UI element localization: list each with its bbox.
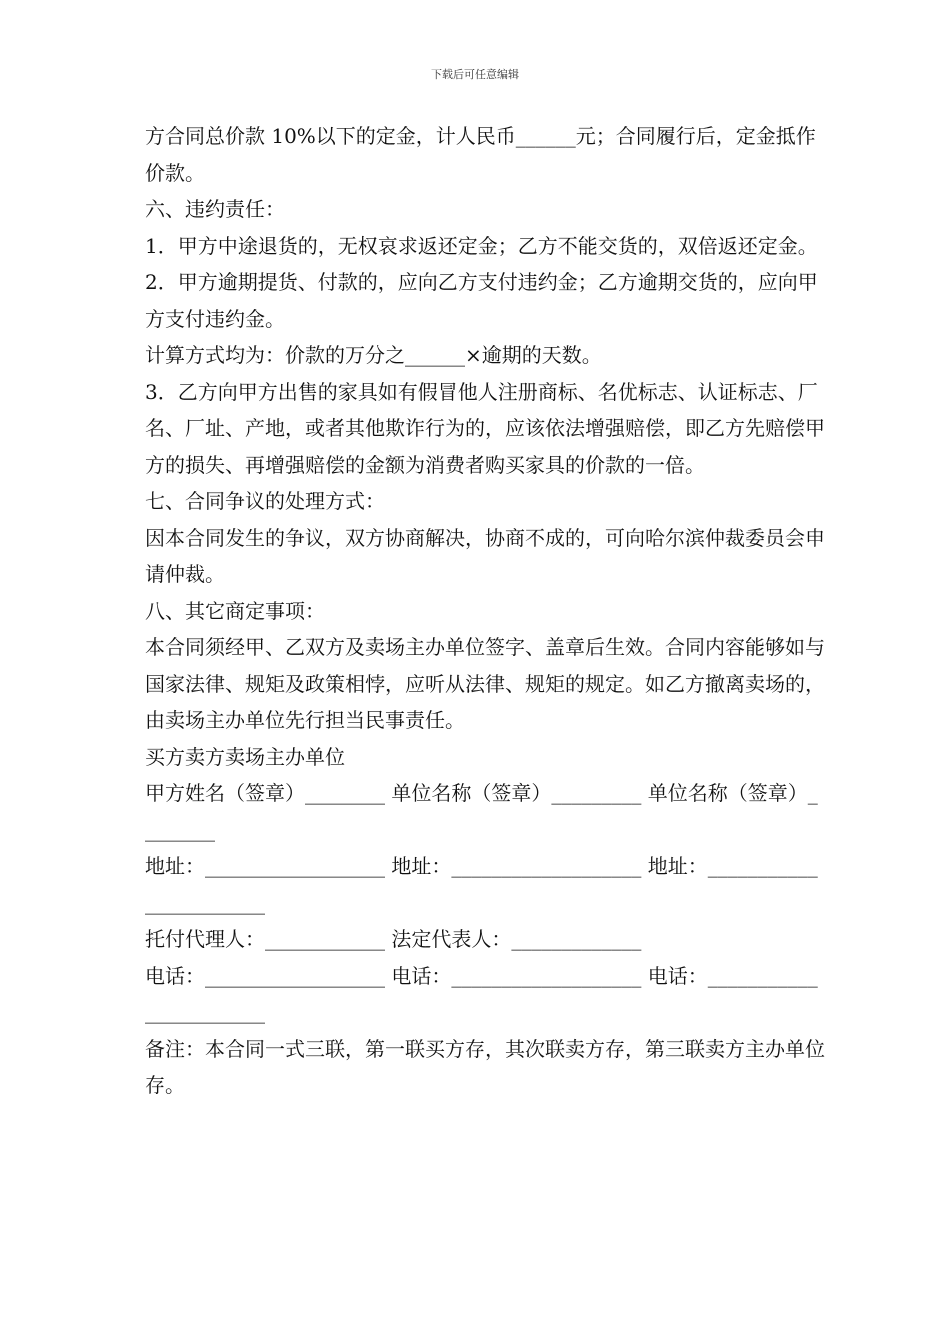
clause-7-text: 因本合同发生的争议，双方协商解决，协商不成的，可向哈尔滨仲裁委员会申请仲裁。 <box>145 525 825 586</box>
section-heading-7: 七、合同争议的处理方式： <box>145 489 385 513</box>
signature-address-line: 地址：__________________ 地址：___________________ 地址：_______________________ <box>145 854 818 915</box>
clause-6-3: 3．乙方向甲方出售的家具如有假冒他人注册商标、名优标志、认证标志、厂名、厂址、产地，或者其他欺诈行为的，应该依法增强赔偿，即乙方先赔偿甲方的损失、再增强赔偿的金额为消费者购买家具的价款的一倍。 <box>145 379 825 477</box>
page-header: 下载后可任意编辑 <box>431 68 519 81</box>
section-heading-8: 八、其它商定事项： <box>145 598 325 623</box>
clause-6-1: 1．甲方中途退货的，无权哀求返还定金；乙方不能交货的，双倍返还定金。 <box>145 233 818 258</box>
clause-6-2: 2．甲方逾期提货、付款的，应向乙方支付违约金；乙方逾期交货的，应向甲方支付违约金。 <box>145 270 818 331</box>
clause-8-text: 本合同须经甲、乙双方及卖场主办单位签字、盖章后生效。合同内容能够如与国家法律、规矩及政策相悖，应听从法律、规矩的规定。如乙方撤离卖场的，由卖场主办单位先行担当民事责任。 <box>145 635 825 732</box>
clause-6-calculation: 计算方式均为：价款的万分之______×逾期的天数。 <box>145 343 602 367</box>
document-body <box>145 118 825 1104</box>
signature-phone-line: 电话：__________________ 电话：___________________ 电话：_______________________ <box>145 963 818 1024</box>
paragraph-deposit: 方合同总价款 10%以下的定金，计人民币______元；合同履行后，定金抵作价款。 <box>145 124 816 185</box>
remarks: 备注：本合同一式三联，第一联买方存，其次联卖方存，第三联卖方主办单位存。 <box>145 1036 825 1097</box>
section-heading-6: 六、违约责任： <box>145 197 285 221</box>
signature-parties-heading: 买方卖方卖场主办单位 <box>145 744 345 769</box>
signature-agent-line: 托付代理人：____________ 法定代表人：_____________ <box>145 927 642 951</box>
signature-names-line: 甲方姓名（签章）________ 单位名称（签章）_________ 单位名称（签章）________ <box>145 781 818 842</box>
